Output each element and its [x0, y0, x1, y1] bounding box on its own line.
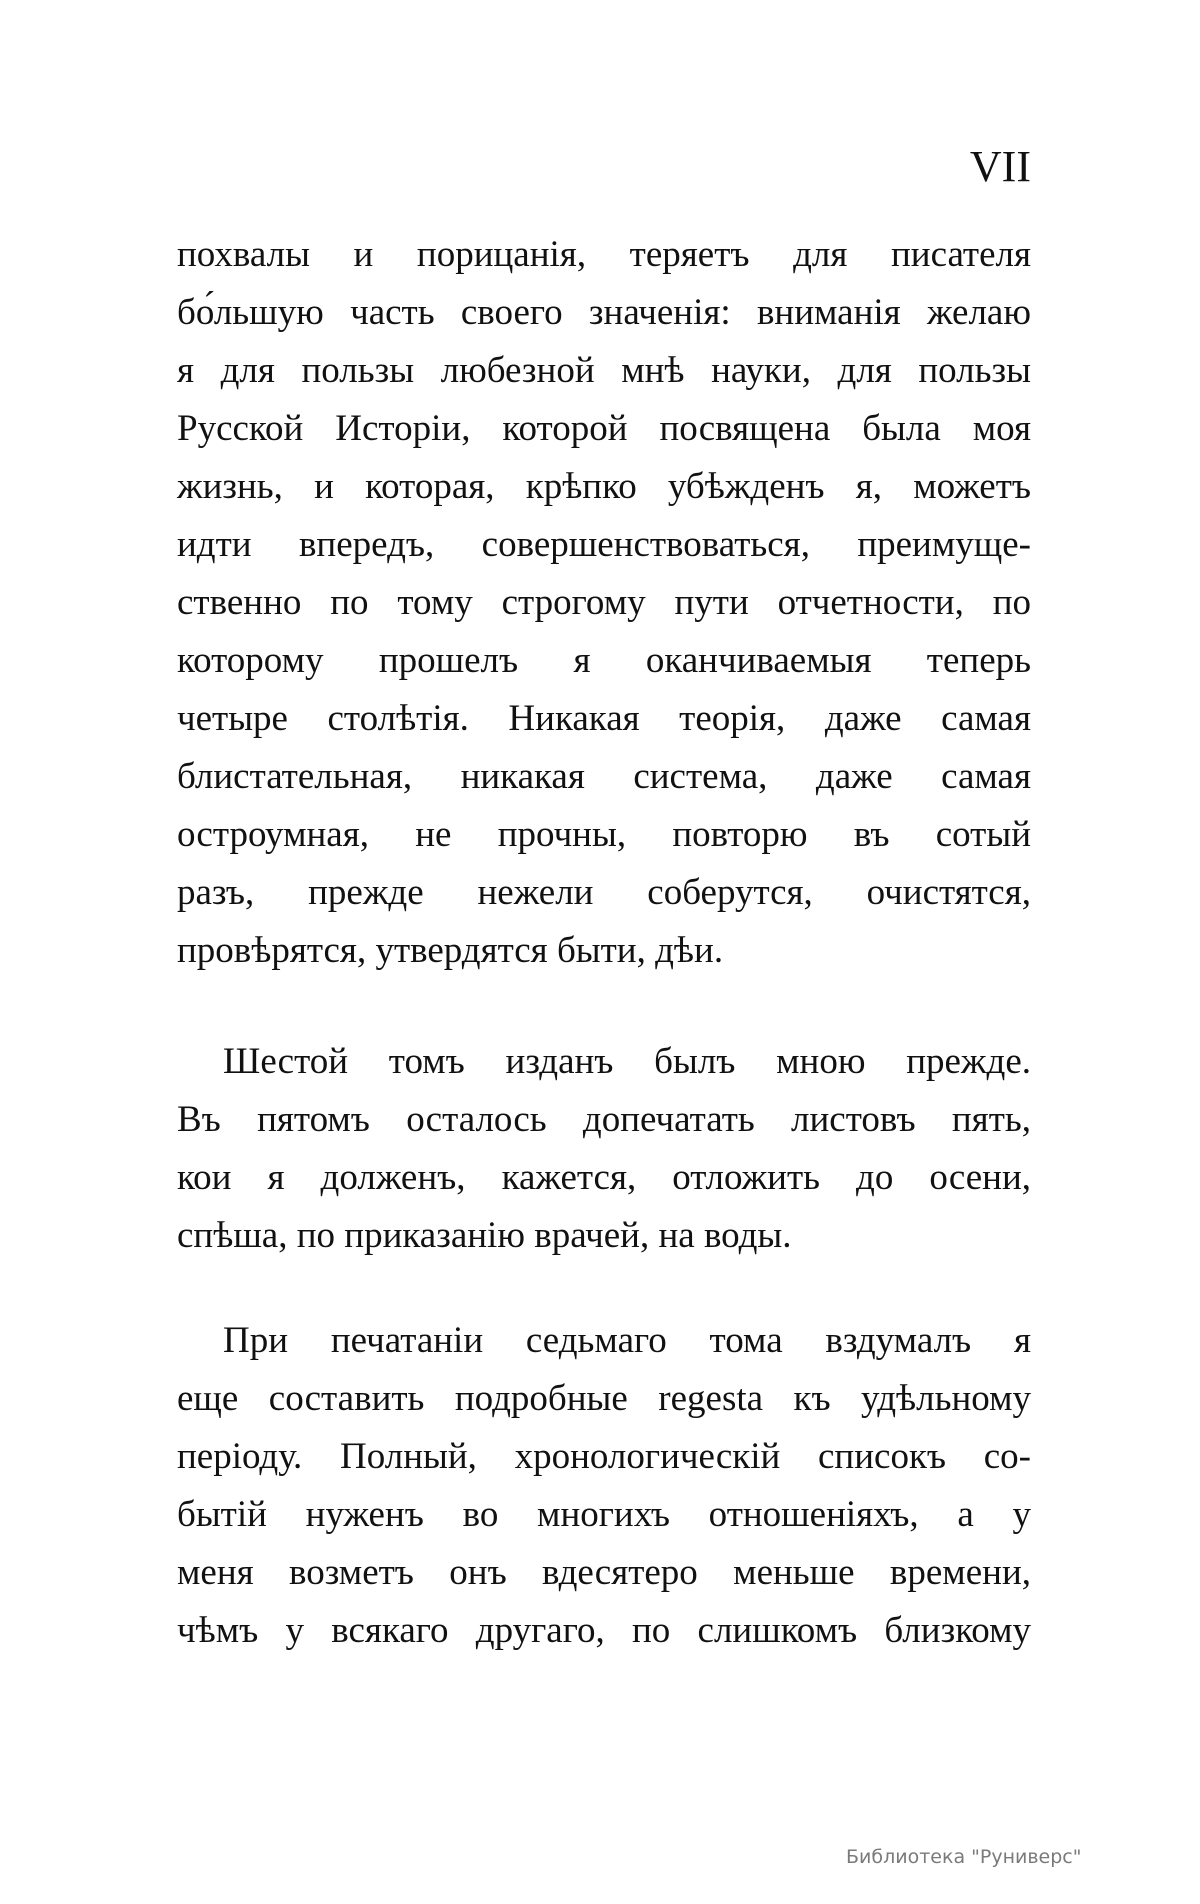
text-line: разъ, прежде нежели соберутся, очистятся,	[177, 872, 1031, 913]
paragraph-3	[177, 1312, 1031, 1660]
paragraph-1	[177, 226, 1031, 980]
text-line: бытій нуженъ во многихъ отношеніяхъ, а у	[177, 1494, 1031, 1535]
text-line: Въ пятомъ осталось допечатать листовъ пять,	[177, 1099, 1031, 1140]
text-line: блистательная, никакая система, даже самая	[177, 756, 1031, 797]
text-line: остроумная, не прочны, повторю въ сотый	[177, 814, 1031, 855]
text-line: При печатаніи седьмаго тома вздумалъ я	[223, 1320, 1031, 1361]
text-line: спѣша, по приказанію врачей, на воды.	[177, 1215, 792, 1256]
text-line: меня возметъ онъ вдесятеро меньше времени,	[177, 1552, 1031, 1593]
text-line: жизнь, и которая, крѣпко убѣжденъ я, можетъ	[177, 466, 1031, 507]
paragraph-2	[177, 1033, 1031, 1265]
text-line: кои я долженъ, кажется, отложить до осени,	[177, 1157, 1031, 1198]
text-line: четыре столѣтія. Никакая теорія, даже самая	[177, 698, 1031, 739]
text-line: идти впередъ, совершенствоваться, преимуще-	[177, 524, 1031, 565]
text-line: бо́льшую часть своего значенія: вниманія желаю	[177, 292, 1031, 333]
library-watermark: Библиотека "Руниверс"	[846, 1846, 1082, 1868]
text-line: чѣмъ у всякаго другаго, по слишкомъ близкому	[177, 1610, 1031, 1651]
text-line: провѣрятся, утвердятся быти, дѣи.	[177, 930, 724, 971]
text-line: Шестой томъ изданъ былъ мною прежде.	[223, 1041, 1031, 1082]
text-line: періоду. Полный, хронологическій списокъ со-	[177, 1436, 1031, 1477]
page-number: VII	[969, 142, 1031, 191]
text-line: похвалы и порицанія, теряетъ для писателя	[177, 234, 1031, 275]
text-line: которому прошелъ я оканчиваемыя теперь	[177, 640, 1031, 681]
text-line: я для пользы любезной мнѣ науки, для пользы	[177, 350, 1031, 391]
text-line: ственно по тому строгому пути отчетности, по	[177, 582, 1031, 623]
text-line: Русской Исторіи, которой посвящена была моя	[177, 408, 1031, 449]
text-line: еще составить подробные regesta къ удѣльному	[177, 1378, 1031, 1419]
